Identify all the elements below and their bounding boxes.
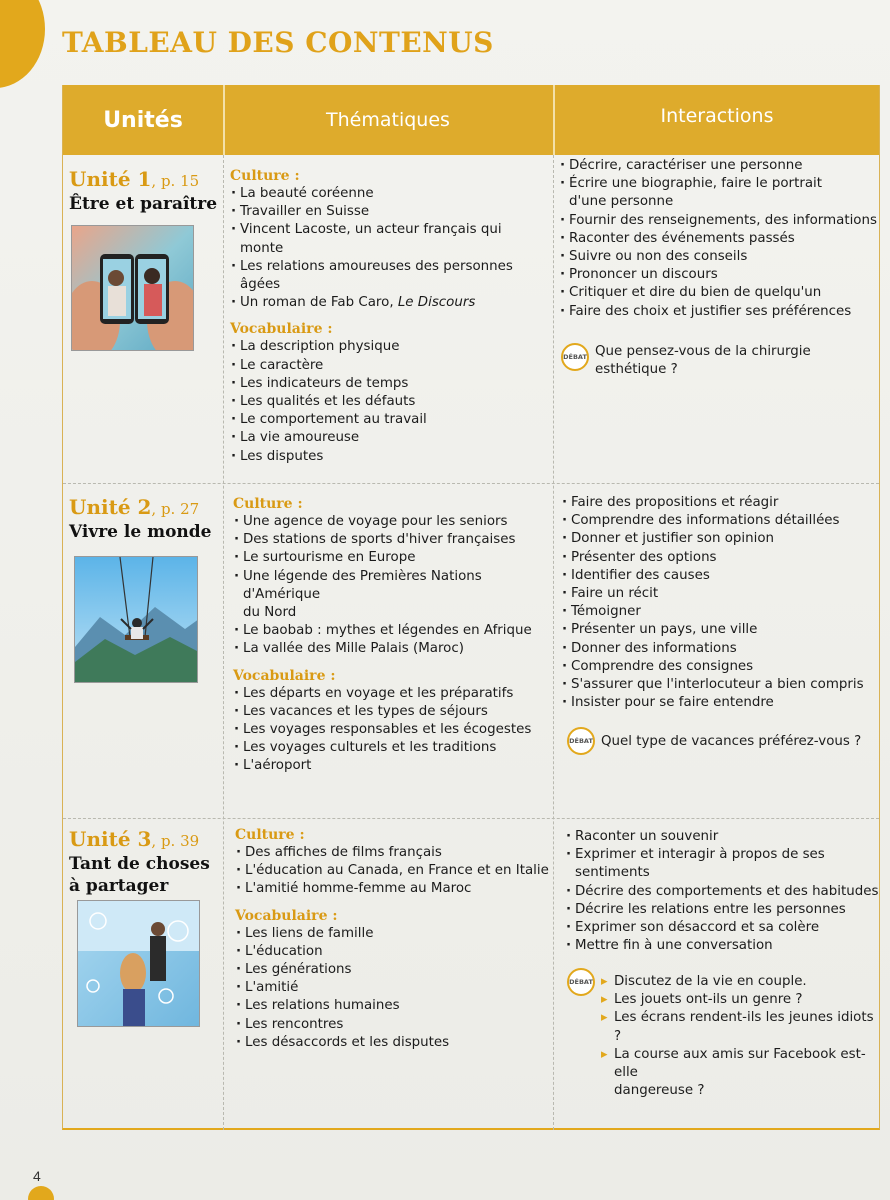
header-interactions: Interactions (660, 105, 774, 127)
list-item: · Exprimer et interagir à propos de ses (565, 846, 881, 864)
corner-decoration (0, 0, 45, 88)
list-item: · Les voyages responsables et les écogestes (233, 721, 551, 739)
list-item: · Le baobab : mythes et légendes en Afrique (233, 622, 551, 640)
list-item: · Prononcer un discours (559, 266, 879, 284)
list-item: · Les relations amoureuses des personnes âgées (230, 258, 548, 294)
list-item: · Le caractère (230, 357, 548, 375)
list-item: · Présenter un pays, une ville (561, 621, 881, 639)
list-item: · L'amitié homme-femme au Maroc (235, 880, 551, 898)
debat-icon: DÉBAT (561, 343, 589, 371)
list-item-continuation: d'une personne (569, 194, 674, 210)
column-divider (223, 155, 224, 1130)
vocabulaire-label: Vocabulaire : (233, 667, 336, 684)
list-item-text: Un roman de Fab Caro, (240, 295, 398, 311)
list-item: · L'amitié (235, 979, 551, 997)
culture-label: Culture : (230, 168, 300, 184)
unit-label: Unité 3 (69, 827, 152, 851)
list-item: · Raconter un souvenir (565, 828, 881, 846)
list-item: · Décrire, caractériser une personne (559, 157, 879, 175)
debat-text (595, 343, 811, 379)
list-item: · La description physique (230, 338, 548, 356)
list-item: · Le surtourisme en Europe (233, 549, 551, 567)
list-item: · Donner et justifier son opinion (561, 530, 881, 548)
list-item: · La vie amoureuse (230, 429, 548, 447)
list-item: · Les disputes (230, 448, 548, 466)
debat-line: ▸ Discutez de la vie en couple. (601, 973, 881, 991)
page-title: TABLEAU DES CONTENUS (62, 26, 494, 59)
unit-subtitle: à partager (69, 876, 169, 896)
unit-3-interactions (565, 828, 881, 955)
list-item: · Les liens de famille (235, 925, 551, 943)
unit-3-photo (77, 900, 200, 1027)
list-item: · Critiquer et dire du bien de quelqu'un (559, 284, 879, 302)
debat-line: ▸ Les écrans rendent-ils les jeunes idiots ? (601, 1009, 881, 1045)
debat-line: ▸ La course aux amis sur Facebook est-elle (601, 1046, 881, 1082)
unit-1-thematiques (230, 167, 548, 466)
book-title: Le Discours (397, 295, 476, 311)
list-item: · Faire des choix et justifier ses préférences (559, 303, 879, 321)
list-item: · Les voyages culturels et les traditions (233, 739, 551, 757)
list-item: · Insister pour se faire entendre (561, 694, 881, 712)
list-item: · La beauté coréenne (230, 185, 548, 203)
debat-list (601, 968, 881, 1100)
unit-page: , p. 39 (151, 832, 200, 850)
list-item: · Écrire une biographie, faire le portrait (559, 175, 879, 193)
header-units: Unités (103, 107, 183, 133)
row-divider (63, 483, 879, 484)
list-item: · Mettre fin à une conversation (565, 937, 881, 955)
list-item: · Comprendre des consignes (561, 658, 881, 676)
unit-3-thematiques (235, 826, 551, 1052)
unit-1-interactions (559, 157, 879, 321)
list-item (230, 294, 548, 312)
unit-subtitle: Être et paraître (69, 194, 218, 214)
unit-label: Unité 1 (69, 167, 152, 191)
list-item: · Décrire des comportements et des habitudes (565, 883, 881, 901)
page-number-decoration (28, 1186, 54, 1200)
list-item: · Le comportement au travail (230, 411, 548, 429)
debat-icon: DÉBAT (567, 968, 595, 996)
list-item: · Témoigner (561, 603, 881, 621)
list-item: · Les générations (235, 961, 551, 979)
unit-3-debat (567, 968, 881, 1100)
list-item: · L'éducation au Canada, en France et en Italie (235, 862, 551, 880)
list-item: · Les indicateurs de temps (230, 375, 548, 393)
debat-line: Quel type de vacances préférez-vous ? (601, 734, 862, 749)
list-item: · Donner des informations (561, 640, 881, 658)
list-item: · Les désaccords et les disputes (235, 1034, 551, 1052)
unit-subtitle: Tant de choses (69, 854, 210, 874)
list-item: · Faire des propositions et réagir (561, 494, 881, 512)
unit-2-thematiques (233, 495, 551, 776)
unit-page: , p. 15 (151, 172, 200, 190)
unit-1-heading (69, 167, 219, 215)
list-item: · L'éducation (235, 943, 551, 961)
unit-1-debat (561, 343, 879, 379)
unit-2-debat (567, 727, 879, 755)
list-item: · Comprendre des informations détaillées (561, 512, 881, 530)
contents-table (62, 85, 880, 1130)
vocabulaire-label: Vocabulaire : (235, 907, 338, 924)
unit-3-heading (69, 827, 219, 897)
list-item-continuation: sentiments (575, 865, 650, 881)
list-item: · Travailler en Suisse (230, 203, 548, 221)
list-item: · Les relations humaines (235, 997, 551, 1015)
unit-subtitle: Vivre le monde (69, 522, 212, 542)
list-item: · Exprimer son désaccord et sa colère (565, 919, 881, 937)
page-number: 4 (33, 1168, 41, 1184)
swing-mountains-image (75, 557, 198, 683)
bubbles-family-image (78, 901, 200, 1027)
list-item: · Les rencontres (235, 1016, 551, 1034)
unit-2-heading (69, 495, 219, 543)
list-item: · Les vacances et les types de séjours (233, 703, 551, 721)
list-item: · La vallée des Mille Palais (Maroc) (233, 640, 551, 658)
list-item: · Fournir des renseignements, des informations (559, 212, 879, 230)
culture-label: Culture : (235, 827, 305, 843)
list-item: · Des affiches de films français (235, 844, 551, 862)
vocabulaire-label: Vocabulaire : (230, 321, 333, 338)
debat-line: ▸ Les jouets ont-ils un genre ? (601, 991, 881, 1009)
list-item: · Des stations de sports d'hiver françaises (233, 531, 551, 549)
debat-line: dangereuse ? (614, 1083, 705, 1099)
unit-1-photo (71, 225, 194, 351)
unit-page: , p. 27 (151, 500, 200, 518)
couple-phones-image (72, 226, 194, 351)
column-divider (553, 155, 554, 1130)
list-item: · Suivre ou non des conseils (559, 248, 879, 266)
unit-2-photo (74, 556, 198, 683)
list-item: · Raconter des événements passés (559, 230, 879, 248)
unit-label: Unité 2 (69, 495, 152, 519)
list-item: · Identifier des causes (561, 567, 881, 585)
debat-line: Que pensez-vous de la chirurgie (595, 344, 811, 359)
list-item: · Une légende des Premières Nations d'Amérique (233, 568, 551, 604)
header-thematiques: Thématiques (326, 109, 450, 131)
list-item: · Présenter des options (561, 549, 881, 567)
debat-line: esthétique ? (595, 362, 678, 378)
list-item: · Décrire les relations entre les personnes (565, 901, 881, 919)
row-divider (63, 818, 879, 819)
list-item: · Une agence de voyage pour les seniors (233, 513, 551, 531)
list-item-continuation: du Nord (243, 605, 297, 621)
debat-icon: DÉBAT (567, 727, 595, 755)
culture-label: Culture : (233, 496, 303, 512)
list-item: · Faire un récit (561, 585, 881, 603)
list-item: · L'aéroport (233, 757, 551, 775)
unit-2-interactions (561, 494, 881, 712)
list-item: · Les qualités et les défauts (230, 393, 548, 411)
list-item: · Les départs en voyage et les préparatifs (233, 685, 551, 703)
list-item: · Vincent Lacoste, un acteur français qui monte (230, 221, 548, 257)
list-item: · S'assurer que l'interlocuteur a bien compris (561, 676, 881, 694)
